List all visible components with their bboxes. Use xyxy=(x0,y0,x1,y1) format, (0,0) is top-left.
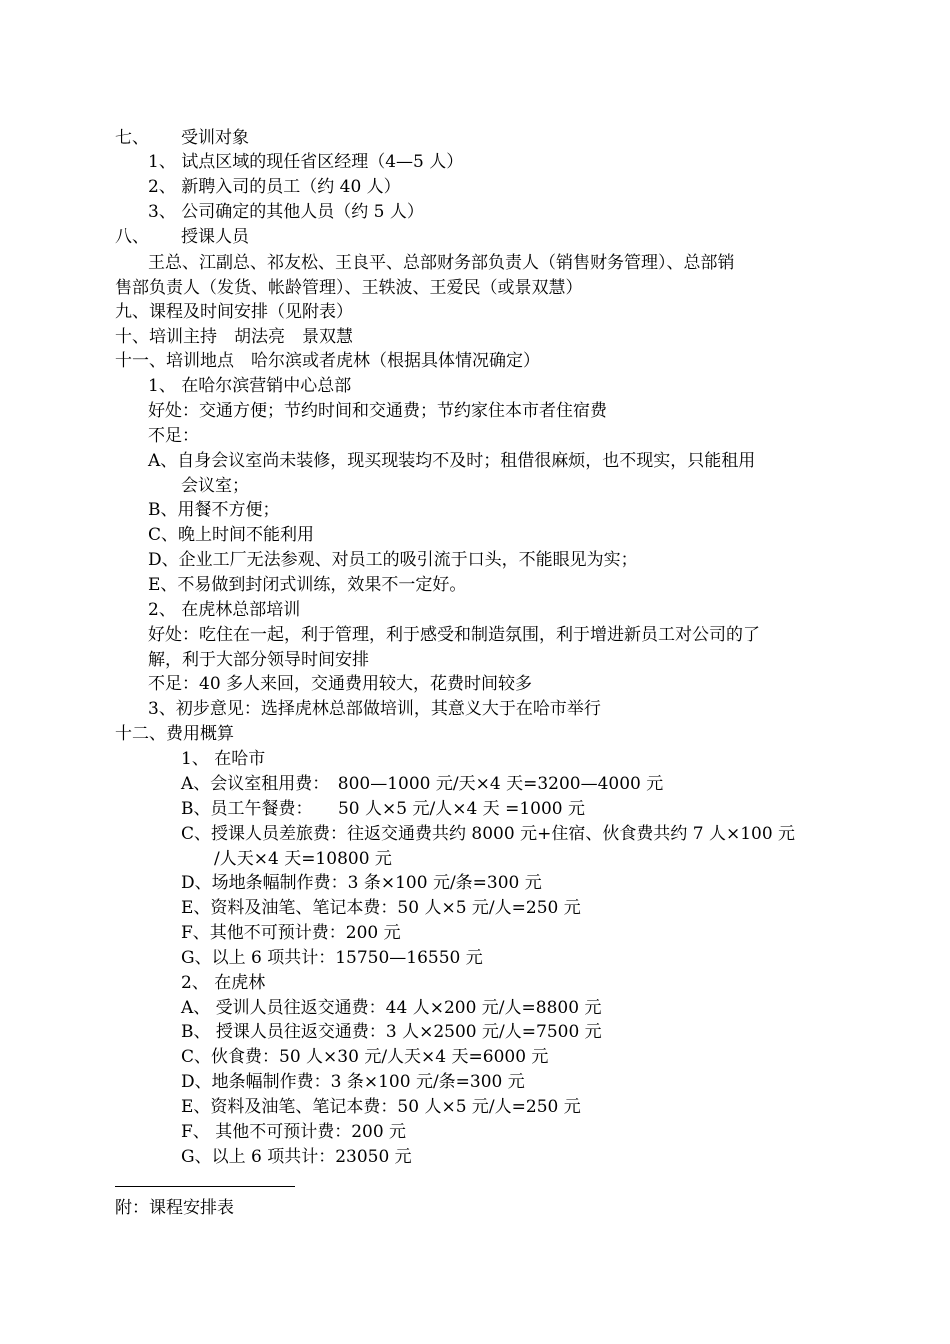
section-11-cons-c: C、晚上时间不能利用 xyxy=(148,525,315,545)
hulin-cost-total: G、以上 6 项共计：23050 元 xyxy=(181,1147,412,1167)
section-11-option-1-cons-label: 不足： xyxy=(148,426,199,446)
section-9-heading: 九、课程及时间安排（见附表） xyxy=(115,302,353,322)
hulin-cost-e: E、资料及油笔、笔记本费：50 人×5 元/人=250 元 xyxy=(181,1097,581,1117)
section-11-option-2-title: 2、 在虎林总部培训 xyxy=(148,600,301,620)
section-7-item-3: 3、 公司确定的其他人员（约 5 人） xyxy=(148,202,424,222)
hulin-cost-c: C、伙食费：50 人×30 元/人天×4 天=6000 元 xyxy=(181,1047,549,1067)
section-8-paragraph-line-1: 王总、江副总、祁友松、王良平、总部财务部负责人（销售财务管理）、总部销 xyxy=(148,253,735,273)
section-7-title: 受训对象 xyxy=(181,128,249,148)
section-7-item-2: 2、 新聘入司的员工（约 40 人） xyxy=(148,177,401,197)
harbin-cost-c-line-2: /人天×4 天=10800 元 xyxy=(214,849,392,869)
section-8-title: 授课人员 xyxy=(181,227,249,247)
section-8-number: 八、 xyxy=(115,227,149,247)
section-7-item-1: 1、 试点区域的现任省区经理（4—5 人） xyxy=(148,152,464,172)
footnote-separator xyxy=(115,1186,295,1187)
section-11-option-2-cons: 不足：40 多人来回，交通费用较大，花费时间较多 xyxy=(148,674,533,694)
section-12-hulin-title: 2、 在虎林 xyxy=(181,973,266,993)
section-11-option-2-pros-line-1: 好处：吃住在一起，利于管理，利于感受和制造氛围，利于增进新员工对公司的了 xyxy=(148,625,760,645)
section-8-heading xyxy=(115,225,249,249)
section-11-opinion: 3、初步意见：选择虎林总部做培训，其意义大于在哈市举行 xyxy=(148,699,601,719)
harbin-cost-f: F、其他不可预计费：200 元 xyxy=(181,923,401,943)
harbin-cost-c-line-1: C、授课人员差旅费：往返交通费共约 8000 元+住宿、伙食费共约 7 人×100 元 xyxy=(181,824,796,844)
section-11-cons-b: B、用餐不方便； xyxy=(148,500,280,520)
hulin-cost-b: B、 授课人员往返交通费：3 人×2500 元/人=7500 元 xyxy=(181,1022,602,1042)
section-11-cons-a-line-2: 会议室； xyxy=(181,476,249,496)
section-12-harbin-title: 1、 在哈市 xyxy=(181,749,266,769)
harbin-cost-total: G、以上 6 项共计：15750—16550 元 xyxy=(181,948,483,968)
harbin-cost-e: E、资料及油笔、笔记本费：50 人×5 元/人=250 元 xyxy=(181,898,581,918)
section-11-heading: 十一、培训地点 哈尔滨或者虎林（根据具体情况确定） xyxy=(115,351,540,371)
section-11-cons-e: E、不易做到封闭式训练，效果不一定好。 xyxy=(148,575,467,595)
section-8-paragraph-line-2: 售部负责人（发货、帐龄管理）、王轶波、王爱民（或景双慧） xyxy=(115,278,583,298)
section-7-number: 七、 xyxy=(115,128,149,148)
harbin-cost-a: A、会议室租用费： 800—1000 元/天×4 天=3200—4000 元 xyxy=(181,774,664,794)
hulin-cost-a: A、 受训人员往返交通费：44 人×200 元/人=8800 元 xyxy=(181,998,602,1018)
hulin-cost-d: D、地条幅制作费：3 条×100 元/条=300 元 xyxy=(181,1072,525,1092)
harbin-cost-d: D、场地条幅制作费：3 条×100 元/条=300 元 xyxy=(181,873,542,893)
harbin-cost-b: B、员工午餐费： 50 人×5 元/人×4 天 =1000 元 xyxy=(181,799,585,819)
section-10-heading: 十、培训主持 胡法亮 景双慧 xyxy=(115,327,353,347)
section-11-option-2-pros-line-2: 解，利于大部分领导时间安排 xyxy=(148,650,369,670)
section-7-heading xyxy=(115,126,249,150)
footnote: 附：课程安排表 xyxy=(115,1198,234,1218)
section-12-heading: 十二、费用概算 xyxy=(115,724,234,744)
section-11-option-1-pros: 好处：交通方便；节约时间和交通费；节约家住本市者住宿费 xyxy=(148,401,607,421)
section-11-cons-a-line-1: A、自身会议室尚未装修，现买现装均不及时；租借很麻烦，也不现实，只能租用 xyxy=(148,451,756,471)
section-11-option-1-title: 1、 在哈尔滨营销中心总部 xyxy=(148,376,352,396)
hulin-cost-f: F、 其他不可预计费：200 元 xyxy=(181,1122,407,1142)
section-11-cons-d: D、企业工厂无法参观、对员工的吸引流于口头，不能眼见为实； xyxy=(148,550,638,570)
